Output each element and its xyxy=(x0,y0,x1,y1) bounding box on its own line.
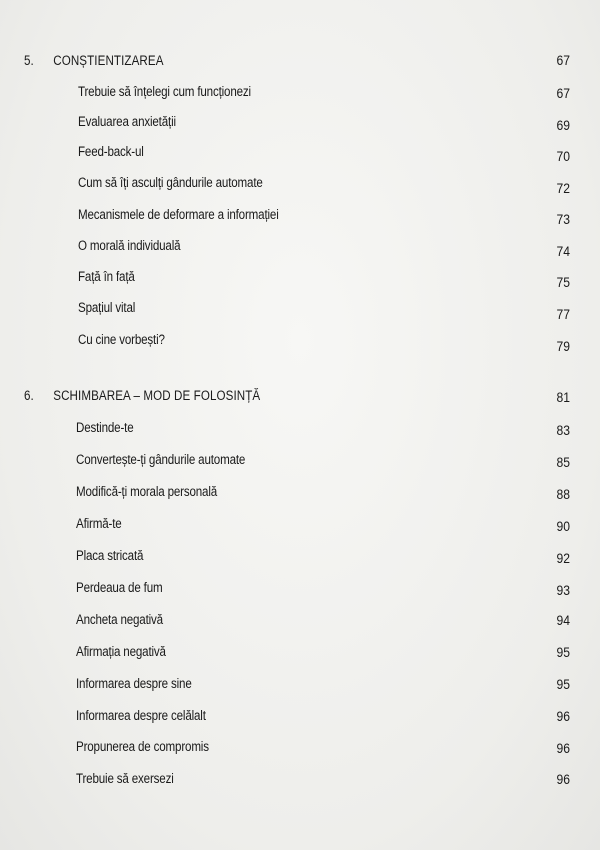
toc-entry-page: 94 xyxy=(556,613,570,628)
toc-entry: Evaluarea anxietății xyxy=(78,114,176,129)
toc-entry: Informarea despre sine xyxy=(76,676,192,691)
toc-entry: Față în față xyxy=(78,269,135,284)
toc-entry-page: 95 xyxy=(556,645,570,660)
chapter-title: SCHIMBAREA – MOD DE FOLOSINȚĂ xyxy=(53,388,261,403)
toc-entry: Cu cine vorbești? xyxy=(78,332,165,347)
toc-entry: Perdeaua de fum xyxy=(76,580,163,595)
toc-entry: Propunerea de compromis xyxy=(76,739,209,754)
chapter-page-number: 67 xyxy=(556,53,570,68)
toc-entry-page: 73 xyxy=(556,212,570,227)
toc-entry: Destinde-te xyxy=(76,420,134,435)
toc-entry: Ancheta negativă xyxy=(76,612,163,627)
toc-entry: Placa stricată xyxy=(76,548,144,563)
toc-entry: Modifică-ți morala personală xyxy=(76,484,218,499)
toc-entry-page: 75 xyxy=(556,275,570,290)
toc-entry: Cum să îți asculți gândurile automate xyxy=(78,175,263,190)
toc-entry-page: 77 xyxy=(556,307,570,322)
toc-entry-page: 79 xyxy=(556,339,570,354)
chapter-number: 5. xyxy=(24,53,34,68)
toc-entry-page: 93 xyxy=(556,583,570,598)
toc-entry-page: 85 xyxy=(556,455,570,470)
chapter-page-number: 81 xyxy=(556,390,570,405)
toc-entry-page: 88 xyxy=(556,487,570,502)
chapter-5-heading xyxy=(24,44,164,68)
toc-entry-page: 96 xyxy=(556,741,570,756)
toc-entry-page: 96 xyxy=(556,772,570,787)
toc-entry-page: 72 xyxy=(556,181,570,196)
toc-entry-page: 69 xyxy=(556,118,570,133)
toc-entry: Feed-back-ul xyxy=(78,144,144,159)
toc-entry-page: 67 xyxy=(556,86,570,101)
toc-entry: Trebuie să exersezi xyxy=(76,771,174,786)
toc-entry: Afirmă-te xyxy=(76,516,122,531)
toc-entry-page: 95 xyxy=(556,677,570,692)
toc-entry-page: 70 xyxy=(556,149,570,164)
toc-entry-page: 83 xyxy=(556,423,570,438)
chapter-title: CONȘTIENTIZAREA xyxy=(53,53,164,68)
toc-entry: Spațiul vital xyxy=(78,300,136,315)
toc-entry-page: 92 xyxy=(556,551,570,566)
toc-entry: Afirmația negativă xyxy=(76,644,166,659)
toc-entry: Informarea despre celălalt xyxy=(76,708,206,723)
toc-entry: Convertește-ți gândurile automate xyxy=(76,452,246,467)
toc-entry-page: 90 xyxy=(556,519,570,534)
chapter-number: 6. xyxy=(24,388,34,403)
toc-entry-page: 96 xyxy=(556,709,570,724)
chapter-6-heading xyxy=(24,379,260,403)
toc-entry: Mecanismele de deformare a informației xyxy=(78,207,279,222)
toc-entry-page: 74 xyxy=(556,244,570,259)
toc-entry: O morală individuală xyxy=(78,238,181,253)
toc-entry: Trebuie să înțelegi cum funcționezi xyxy=(78,84,251,99)
